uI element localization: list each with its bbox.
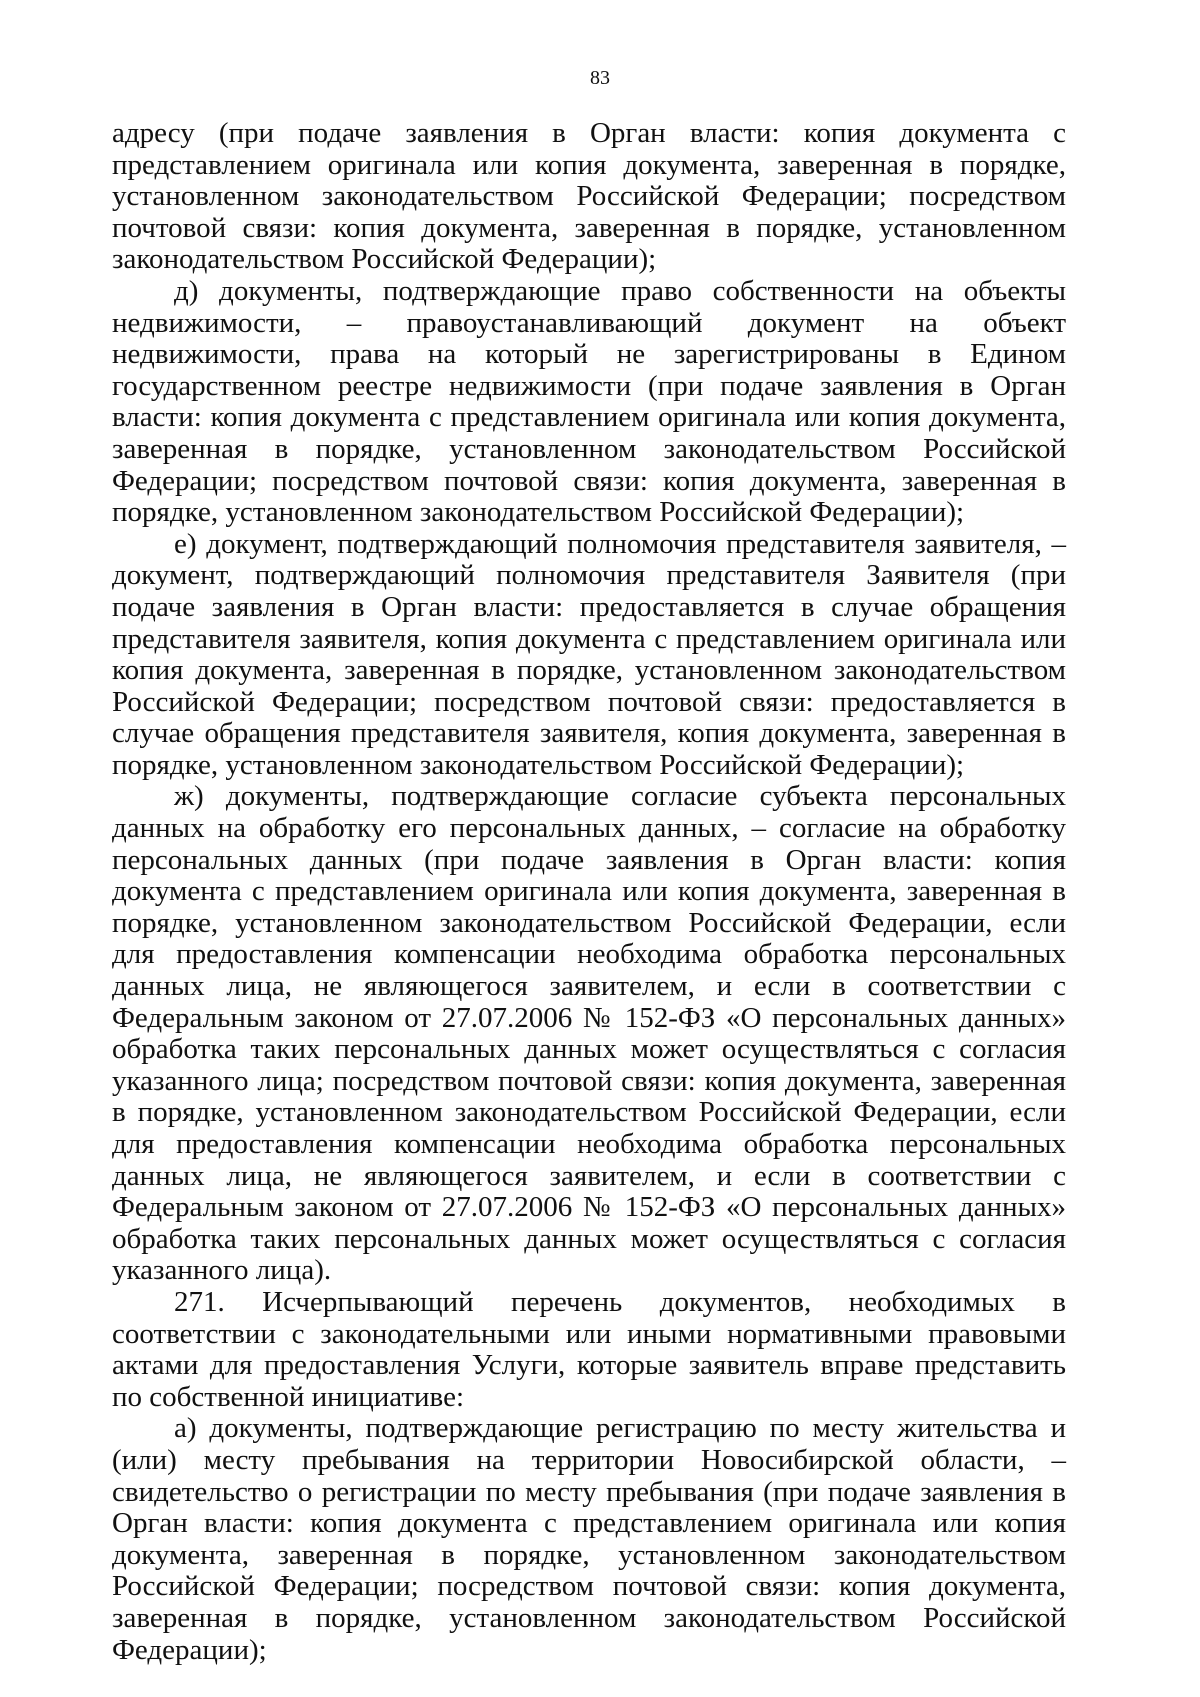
paragraph-item-a: а) документы, подтверждающие регистрацию по месту жительства и (или) месту пребывания на территории Новосибирской области, – свидетельство о регистрации по месту пребывания (при подаче заявления в Орган власти: копия документа с представлением оригинала или копия документа, заверенная в порядке, установленном законодательством Российской Федерации; посредством почтовой связи: копия документа, заверенная в порядке, установленном законодательством Российской Федерации); bbox=[112, 1412, 1066, 1666]
page-number: 83 bbox=[590, 67, 610, 89]
document-body bbox=[112, 118, 1066, 1666]
paragraph-continuation: адресу (при подаче заявления в Орган власти: копия документа с представлением оригинала или копия документа, заверенная в порядке, установленном законодательством Российской Федерации; посредством почтовой связи: копия документа, заверенная в порядке, установленном законодательством Российской Федерации); bbox=[112, 117, 1066, 276]
paragraph-item-e: е) документ, подтверждающий полномочия представителя заявителя, – документ, подтверждающий полномочия представителя Заявителя (при подаче заявления в Орган власти: предоставляется в случае обращения представителя заявителя, копия документа с представлением оригинала или копия документа, заверенная в порядке, установленном законодательством Российской Федерации; посредством почтовой связи: предоставляется в случае обращения представителя заявителя, копия документа, заверенная в порядке, установленном законодательством Российской Федерации); bbox=[112, 527, 1066, 781]
paragraph-item-zh: ж) документы, подтверждающие согласие субъекта персональных данных на обработку его персональных данных, – согласие на обработку персональных данных (при подаче заявления в Орган власти: копия документа с представлением оригинала или копия документа, заверенная в порядке, установленном законодательством Российской Федерации, если для предоставления компенсации необходима обработка персональных данных лица, не являющегося заявителем, и если в соответствии с Федеральным законом от 27.07.2006 № 152-ФЗ «О персональных данных» обработка таких персональных данных может осуществляться с согласия указанного лица; посредством почтовой связи: копия документа, заверенная в порядке, установленном законодательством Российской Федерации, если для предоставления компенсации необходима обработка персональных данных лица, не являющегося заявителем, и если в соответствии с Федеральным законом от 27.07.2006 № 152-ФЗ «О персональных данных» обработка таких персональных данных может осуществляться с согласия указанного лица). bbox=[112, 780, 1066, 1287]
paragraph-clause-271: 271. Исчерпывающий перечень документов, необходимых в соответствии с законодательными или иными нормативными правовыми актами для предоставления Услуги, которые заявитель вправе представить по собственной инициативе: bbox=[112, 1285, 1066, 1413]
paragraph-item-d: д) документы, подтверждающие право собственности на объекты недвижимости, – правоустанавливающий документ на объект недвижимости, права на который не зарегистрированы в Едином государственном реестре недвижимости (при подаче заявления в Орган власти: копия документа с представлением оригинала или копия документа, заверенная в порядке, установленном законодательством Российской Федерации; посредством почтовой связи: копия документа, заверенная в порядке, установленном законодательством Российской Федерации); bbox=[112, 274, 1066, 529]
